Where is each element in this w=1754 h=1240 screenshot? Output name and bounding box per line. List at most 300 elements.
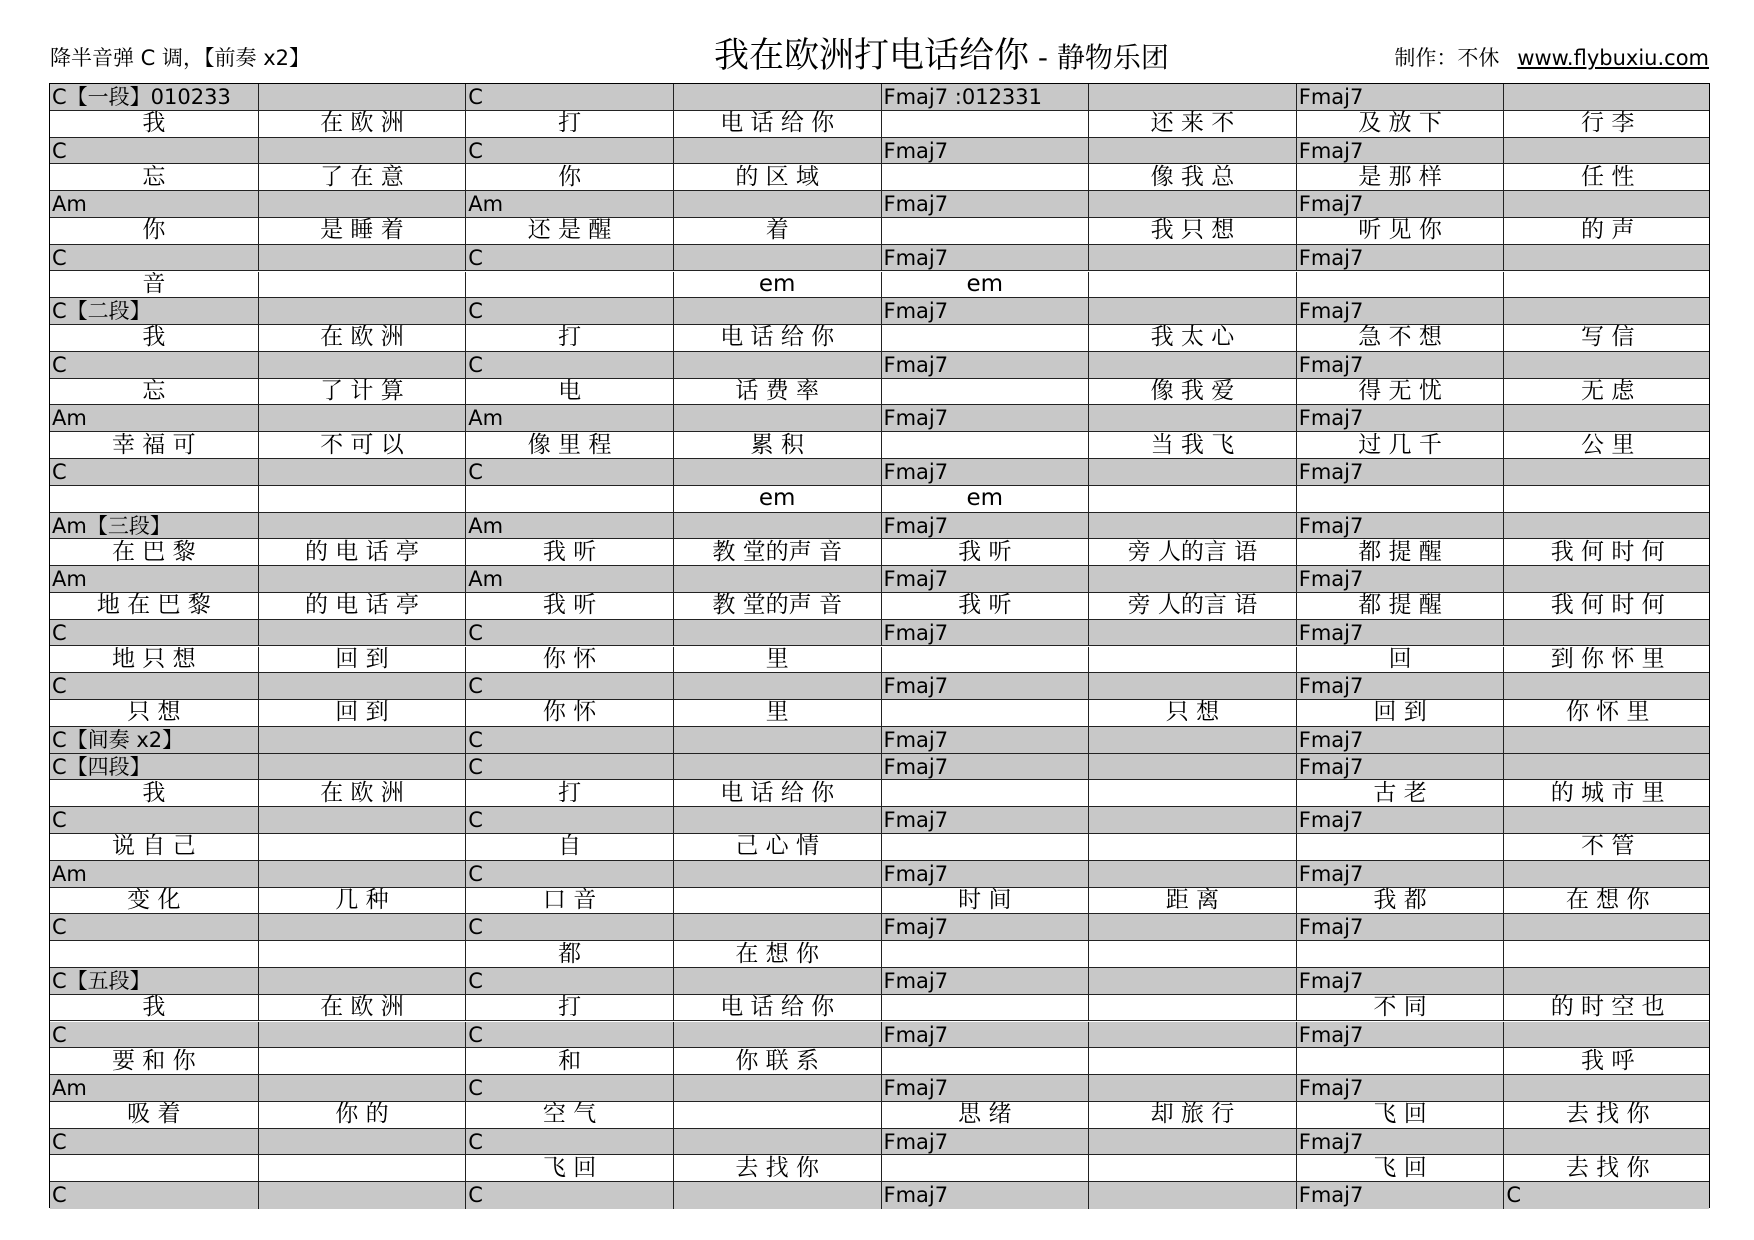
- lyric-cell: [1088, 486, 1296, 512]
- chord-row: [50, 245, 1709, 272]
- chord-cell: Fmaj7: [881, 968, 1089, 994]
- lyric-cell: 音: [142, 271, 166, 297]
- lyric-cell: 累 积: [673, 432, 881, 458]
- chord-cell: Fmaj7: [881, 727, 1089, 753]
- lyric-cell: [258, 834, 466, 860]
- lyric-cell: 都: [465, 941, 673, 967]
- chord-cell: [258, 620, 466, 646]
- chord-row: [50, 1182, 1709, 1209]
- chord-cell: Fmaj7: [881, 861, 1089, 887]
- lyric-cell: 还 是 醒: [465, 218, 673, 244]
- chord-cell: [673, 1129, 881, 1155]
- chord-cell: [1088, 861, 1296, 887]
- chord-cell: Fmaj7: [1296, 1022, 1504, 1048]
- chord-cell: [1503, 84, 1711, 110]
- chord-cell: C: [465, 620, 673, 646]
- chord-row: [50, 1129, 1709, 1156]
- chord-cell: [1503, 754, 1711, 780]
- chord-cell: [1503, 459, 1711, 485]
- chord-cell: [258, 513, 466, 539]
- lyric-cell: [881, 834, 1089, 860]
- chord-cell: Fmaj7: [1296, 352, 1504, 378]
- lyric-cell: 去 找 你: [1503, 1155, 1711, 1181]
- chord-cell: Fmaj7 :012331: [881, 84, 1089, 110]
- chord-cell: [673, 620, 881, 646]
- lyric-cell: 飞 回: [1296, 1102, 1504, 1128]
- chord-cell: [673, 914, 881, 940]
- lyric-cell: 都 提 醒: [1296, 593, 1504, 619]
- chord-cell: C: [1503, 1182, 1711, 1209]
- lyric-cell: em: [881, 272, 1089, 298]
- chord-cell: [258, 754, 466, 780]
- lyric-cell: 及 放 下: [1296, 111, 1504, 137]
- chord-cell: C: [465, 968, 673, 994]
- lyric-cell: [881, 164, 1089, 190]
- lyric-cell: 电: [465, 379, 673, 405]
- chord-cell: [1088, 1182, 1296, 1209]
- lyric-cell: 说 自 己: [112, 834, 196, 860]
- chord-row: [50, 914, 1709, 941]
- chord-cell: [673, 352, 881, 378]
- chord-cell: [1503, 245, 1711, 271]
- lyric-cell: [50, 1155, 258, 1181]
- lyric-cell: [465, 272, 673, 298]
- chord-row: [50, 459, 1709, 486]
- lyric-cell: [881, 1048, 1089, 1074]
- lyric-cell: [258, 1155, 466, 1181]
- lyric-cell: 只 想: [127, 700, 181, 726]
- chord-cell: [1503, 861, 1711, 887]
- chord-cell: [258, 807, 466, 833]
- chord-cell: Am: [465, 405, 673, 431]
- chord-cell: [1088, 138, 1296, 164]
- chord-cell: Fmaj7: [881, 138, 1089, 164]
- chord-cell: Fmaj7: [1296, 1129, 1504, 1155]
- chord-cell: Am: [465, 191, 673, 217]
- chord-row: [50, 513, 1709, 540]
- lyric-cell: 急 不 想: [1296, 325, 1504, 351]
- chord-row: [50, 861, 1709, 888]
- chord-cell: C: [465, 1075, 673, 1101]
- chord-cell: Fmaj7: [881, 459, 1089, 485]
- lyric-cell: 要 和 你: [112, 1048, 196, 1074]
- chord-cell: [673, 727, 881, 753]
- chord-cell: Fmaj7: [881, 1129, 1089, 1155]
- lyric-cell: 教 堂的声 音: [673, 593, 881, 619]
- lyric-cell: 忘: [142, 164, 166, 190]
- lyric-cell: 幸 福 可: [112, 432, 196, 458]
- chord-cell: Fmaj7: [1296, 566, 1504, 592]
- chord-cell: [673, 245, 881, 271]
- lyric-cell: 都 提 醒: [1296, 539, 1504, 565]
- lyric-cell: 距 离: [1088, 888, 1296, 914]
- chord-cell: Fmaj7: [1296, 138, 1504, 164]
- chord-cell: [1088, 1022, 1296, 1048]
- chord-cell: [258, 727, 466, 753]
- lyric-cell: [1503, 486, 1711, 512]
- chord-cell: C: [465, 298, 673, 324]
- chord-cell: [673, 807, 881, 833]
- chord-cell: [1503, 620, 1711, 646]
- chord-cell: [258, 1022, 466, 1048]
- lyric-cell: 里: [673, 647, 881, 673]
- lyric-cell: [1088, 780, 1296, 806]
- lyric-cell: 话 费 率: [673, 379, 881, 405]
- chord-cell: [258, 84, 466, 110]
- lyric-cell: 旁 人的言 语: [1088, 593, 1296, 619]
- lyric-row: [50, 647, 1709, 674]
- lyric-cell: 我 呼: [1503, 1048, 1711, 1074]
- lyric-row: [50, 700, 1709, 727]
- lyric-cell: 还 来 不: [1088, 111, 1296, 137]
- chord-row: [50, 968, 1709, 995]
- chord-cell: [1088, 673, 1296, 699]
- chord-cell: [673, 513, 881, 539]
- lyric-cell: 任 性: [1503, 164, 1711, 190]
- lyric-cell: em: [673, 486, 881, 512]
- chord-cell: [1088, 245, 1296, 271]
- chord-cell: [1503, 138, 1711, 164]
- lyric-cell: 我: [142, 110, 166, 137]
- chord-cell: [1503, 405, 1711, 431]
- lyric-cell: 你: [142, 217, 166, 244]
- chord-cell: Fmaj7: [881, 352, 1089, 378]
- lyric-cell: 打: [465, 780, 673, 806]
- lyric-cell: [673, 888, 881, 914]
- chord-cell: [1503, 352, 1711, 378]
- lyric-cell: 你 的: [258, 1102, 466, 1128]
- chord-cell: C: [465, 914, 673, 940]
- chord-cell: C: [52, 1129, 67, 1154]
- chord-cell: Am: [52, 192, 87, 217]
- chord-cell: [1503, 1129, 1711, 1155]
- chord-cell: [1503, 1022, 1711, 1048]
- chord-cell: Fmaj7: [881, 754, 1089, 780]
- lyric-cell: 去 找 你: [673, 1155, 881, 1181]
- lyric-cell: 地 在 巴 黎: [96, 592, 211, 619]
- lyric-cell: em: [881, 486, 1089, 512]
- lyric-cell: 在 欧 洲: [258, 325, 466, 351]
- lyric-cell: 你 联 系: [673, 1048, 881, 1074]
- chord-cell: [1088, 84, 1296, 110]
- chord-cell: [1088, 352, 1296, 378]
- lyric-cell: 的 电 话 亭: [258, 593, 466, 619]
- lyric-cell: 旁 人的言 语: [1088, 539, 1296, 565]
- lyric-cell: 你: [465, 164, 673, 190]
- lyric-cell: [258, 941, 466, 967]
- lyric-cell: 我: [142, 325, 166, 351]
- chord-cell: C: [465, 861, 673, 887]
- lyric-cell: [50, 486, 258, 512]
- lyric-cell: 你 怀 里: [1503, 700, 1711, 726]
- lyric-row: [50, 941, 1709, 968]
- chord-cell: [673, 861, 881, 887]
- chord-cell: [258, 405, 466, 431]
- lyric-cell: 我: [142, 780, 166, 806]
- lyric-cell: 到 你 怀 里: [1503, 647, 1711, 673]
- chord-cell: C: [465, 1182, 673, 1209]
- lyric-cell: 在 欧 洲: [258, 780, 466, 806]
- chord-cell: C: [465, 84, 673, 110]
- chord-cell: [1088, 807, 1296, 833]
- chord-cell: C: [52, 620, 67, 645]
- chord-row: [50, 727, 1709, 754]
- chord-cell: [258, 1075, 466, 1101]
- chord-cell: [1088, 566, 1296, 592]
- chord-cell: Fmaj7: [1296, 754, 1504, 780]
- lyric-cell: 飞 回: [1296, 1155, 1504, 1181]
- chord-cell: C: [465, 673, 673, 699]
- chord-cell: [673, 1075, 881, 1101]
- chord-cell: [1088, 914, 1296, 940]
- chord-cell: C: [465, 138, 673, 164]
- lyric-cell: 听 见 你: [1296, 218, 1504, 244]
- lyric-cell: 变 化: [127, 887, 181, 913]
- chord-cell: Fmaj7: [1296, 727, 1504, 753]
- chord-cell: C: [465, 807, 673, 833]
- lyric-cell: 在 想 你: [673, 941, 881, 967]
- chord-cell: Fmaj7: [1296, 861, 1504, 887]
- chord-cell: Am: [465, 566, 673, 592]
- chord-cell: [673, 968, 881, 994]
- chord-cell: Fmaj7: [1296, 673, 1504, 699]
- lyric-row: [50, 432, 1709, 459]
- chord-cell: [258, 1182, 466, 1209]
- lyric-cell: 我 太 心: [1088, 325, 1296, 351]
- lyric-cell: 的 声: [1503, 218, 1711, 244]
- lyric-cell: 了 在 意: [258, 164, 466, 190]
- chord-cell: Fmaj7: [1296, 405, 1504, 431]
- chord-cell: Fmaj7: [881, 914, 1089, 940]
- chord-cell: Fmaj7: [1296, 1182, 1504, 1209]
- lyric-row: [50, 111, 1709, 138]
- chord-cell: [673, 1022, 881, 1048]
- chord-cell: [258, 914, 466, 940]
- chord-cell: Fmaj7: [1296, 245, 1504, 271]
- chord-cell: Fmaj7: [1296, 914, 1504, 940]
- chord-cell: Fmaj7: [1296, 298, 1504, 324]
- chord-cell: Fmaj7: [1296, 84, 1504, 110]
- lyric-cell: 回 到: [258, 700, 466, 726]
- song-title-text: 我在欧洲打电话给你: [714, 36, 1030, 76]
- chord-cell: C: [465, 352, 673, 378]
- chord-cell: Fmaj7: [881, 620, 1089, 646]
- lyric-cell: [881, 218, 1089, 244]
- chord-row: [50, 754, 1709, 781]
- chord-cell: [1503, 968, 1711, 994]
- chord-cell: [1088, 298, 1296, 324]
- chord-cell: [258, 245, 466, 271]
- lyric-cell: [1088, 1155, 1296, 1181]
- lyric-cell: 和: [465, 1048, 673, 1074]
- lyric-cell: [1296, 941, 1504, 967]
- lyric-cell: 吸 着: [127, 1101, 181, 1128]
- chord-cell: [673, 298, 881, 324]
- lyric-cell: [1088, 272, 1296, 298]
- lyric-cell: 忘: [142, 378, 166, 405]
- chord-cell: [258, 566, 466, 592]
- chord-cell: [1503, 727, 1711, 753]
- chord-cell: C: [465, 727, 673, 753]
- lyric-row: [50, 218, 1709, 245]
- lyric-cell: 古 老: [1296, 780, 1504, 806]
- lyric-cell: [1296, 1048, 1504, 1074]
- chord-row: [50, 1075, 1709, 1102]
- lyric-cell: 打: [465, 995, 673, 1021]
- lyric-cell: [881, 647, 1089, 673]
- chord-cell: Fmaj7: [881, 405, 1089, 431]
- lyric-cell: [881, 941, 1089, 967]
- chord-cell: C: [52, 460, 67, 484]
- chord-cell: Fmaj7: [881, 1022, 1089, 1048]
- chord-cell: [1503, 298, 1711, 324]
- lyric-cell: 去 找 你: [1503, 1102, 1711, 1128]
- chord-cell: [1088, 1129, 1296, 1155]
- chord-cell: C: [52, 1022, 67, 1047]
- lyric-cell: [1503, 272, 1711, 298]
- chord-row: [50, 405, 1709, 432]
- chord-cell: [673, 138, 881, 164]
- lyric-cell: [1296, 486, 1504, 512]
- chord-cell: [1088, 459, 1296, 485]
- chord-cell: [1503, 1075, 1711, 1101]
- chord-cell: [258, 459, 466, 485]
- chord-cell: C【五段】: [52, 968, 151, 993]
- chord-cell: Fmaj7: [881, 673, 1089, 699]
- lyric-cell: 电 话 给 你: [673, 325, 881, 351]
- lyric-cell: [881, 432, 1089, 458]
- chord-cell: Fmaj7: [881, 191, 1089, 217]
- lyric-cell: 在 想 你: [1503, 888, 1711, 914]
- lyric-cell: 行 李: [1503, 111, 1711, 137]
- chord-cell: [1503, 914, 1711, 940]
- lyric-cell: 我 听: [465, 539, 673, 565]
- lyric-row: [50, 834, 1709, 861]
- chord-row: [50, 298, 1709, 325]
- chord-cell: [1503, 566, 1711, 592]
- chord-cell: [673, 754, 881, 780]
- chord-cell: [673, 459, 881, 485]
- chord-cell: [1088, 620, 1296, 646]
- lyric-cell: 像 我 总: [1088, 164, 1296, 190]
- chord-cell: [1088, 513, 1296, 539]
- lyric-cell: 不 管: [1503, 834, 1711, 860]
- chord-cell: [1503, 513, 1711, 539]
- lyric-row: [50, 1048, 1709, 1075]
- chord-cell: [258, 861, 466, 887]
- lyric-cell: 飞 回: [465, 1155, 673, 1181]
- lyric-cell: [258, 1048, 466, 1074]
- chord-cell: [258, 968, 466, 994]
- lyric-row: [50, 1102, 1709, 1129]
- chord-row: [50, 138, 1709, 165]
- site-link[interactable]: www.flybuxiu.com: [1517, 46, 1709, 70]
- chord-cell: [1088, 1075, 1296, 1101]
- credit-author: 制作：不休: [1394, 46, 1500, 70]
- lyric-cell: [1088, 834, 1296, 860]
- chord-row: [50, 84, 1709, 111]
- lyric-cell: 地 只 想: [112, 646, 196, 672]
- lyric-cell: [1296, 834, 1504, 860]
- chord-cell: C: [465, 459, 673, 485]
- lyric-cell: 我 何 时 何: [1503, 539, 1711, 565]
- lyric-cell: 像 里 程: [465, 432, 673, 458]
- chord-cell: Am【三段】: [52, 513, 171, 538]
- chord-cell: [1088, 191, 1296, 217]
- lyric-cell: 口 音: [465, 888, 673, 914]
- chord-cell: [258, 138, 466, 164]
- chord-cell: [1503, 807, 1711, 833]
- lyric-cell: 回: [1296, 647, 1504, 673]
- chord-cell: C: [52, 808, 67, 833]
- lyric-row: [50, 164, 1709, 191]
- chord-cell: Fmaj7: [881, 1075, 1089, 1101]
- chord-cell: Fmaj7: [1296, 191, 1504, 217]
- chord-cell: Am: [52, 406, 87, 431]
- lyric-row: [50, 780, 1709, 807]
- lyric-cell: 你 怀: [465, 700, 673, 726]
- lyric-cell: [673, 1102, 881, 1128]
- chord-row: [50, 191, 1709, 218]
- chord-cell: C: [52, 245, 67, 270]
- lyric-cell: 思 绪: [881, 1102, 1089, 1128]
- chord-cell: [258, 1129, 466, 1155]
- lyric-cell: 打: [465, 111, 673, 137]
- lyric-cell: 自: [465, 834, 673, 860]
- lyric-row: [50, 325, 1709, 352]
- lyric-cell: 己 心 情: [673, 834, 881, 860]
- chord-cell: C: [52, 1183, 67, 1208]
- lyric-cell: 回 到: [258, 647, 466, 673]
- lyric-cell: 空 气: [465, 1102, 673, 1128]
- chord-cell: [1088, 968, 1296, 994]
- chord-cell: [673, 191, 881, 217]
- lyric-cell: 是 睡 着: [258, 218, 466, 244]
- chord-sheet-grid: [49, 83, 1710, 1208]
- chord-cell: [1088, 754, 1296, 780]
- lyric-cell: 公 里: [1503, 432, 1711, 458]
- lyric-cell: [465, 486, 673, 512]
- lyric-cell: [1503, 941, 1711, 967]
- credit-block: [1394, 42, 1709, 72]
- chord-cell: Fmaj7: [881, 298, 1089, 324]
- chord-cell: Fmaj7: [1296, 459, 1504, 485]
- lyric-cell: 几 种: [258, 888, 466, 914]
- lyric-cell: 得 无 忧: [1296, 379, 1504, 405]
- chord-cell: C: [52, 352, 67, 377]
- chord-cell: C: [465, 245, 673, 271]
- lyric-cell: [1088, 995, 1296, 1021]
- artist-name: - 静物乐团: [1029, 41, 1169, 74]
- chord-cell: [1088, 727, 1296, 753]
- lyric-row: [50, 272, 1709, 299]
- chord-cell: C【四段】: [52, 754, 151, 779]
- chord-cell: [673, 673, 881, 699]
- chord-cell: C【二段】: [52, 299, 151, 324]
- lyric-cell: [881, 379, 1089, 405]
- lyric-row: [50, 995, 1709, 1022]
- chord-cell: Am: [465, 513, 673, 539]
- lyric-cell: 的 区 域: [673, 164, 881, 190]
- lyric-cell: [258, 272, 466, 298]
- lyric-cell: 的 时 空 也: [1503, 995, 1711, 1021]
- lyric-cell: 里: [673, 700, 881, 726]
- chord-row: [50, 807, 1709, 834]
- lyric-row: [50, 1155, 1709, 1182]
- lyric-cell: [881, 780, 1089, 806]
- chord-cell: [1503, 673, 1711, 699]
- chord-cell: C: [52, 674, 67, 699]
